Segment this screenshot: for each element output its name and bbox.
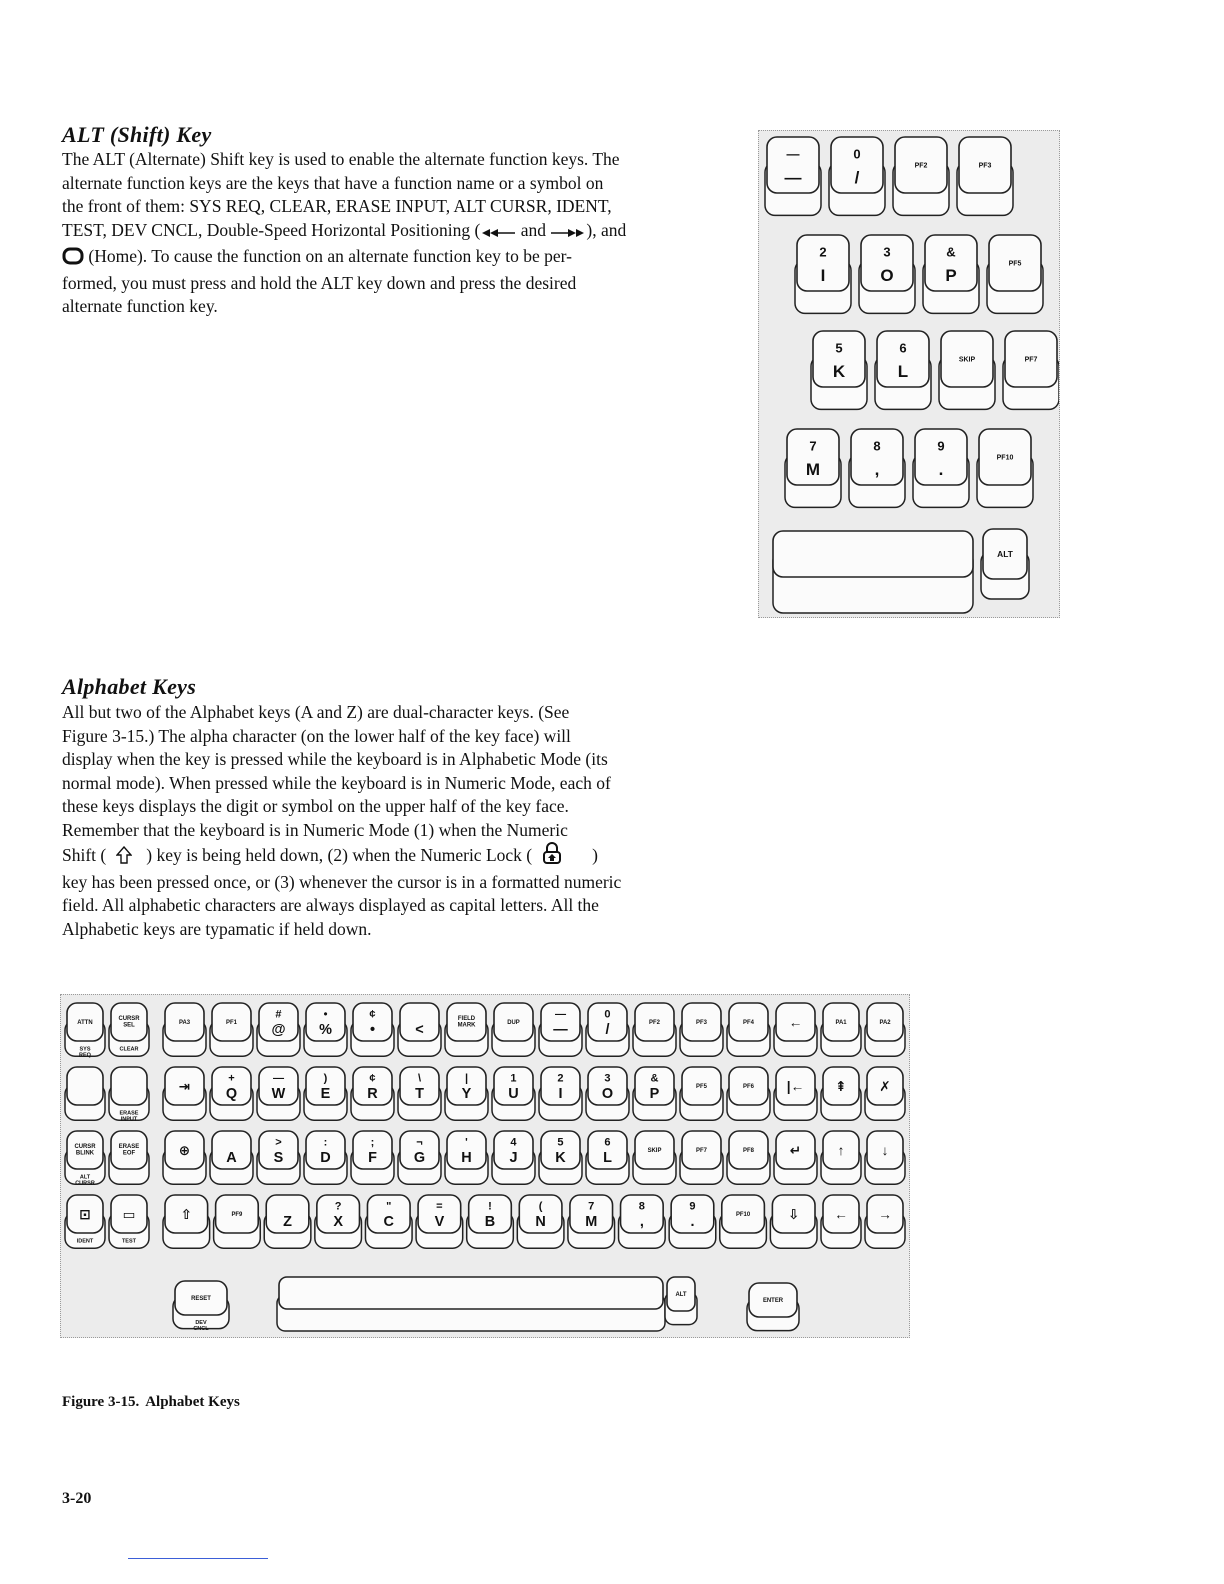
text-line: field. All alphabetic characters are always displayed as capital letters. All the <box>62 895 599 915</box>
key-lower-legend: — <box>553 1022 568 1039</box>
keyboard-key[interactable] <box>821 1131 861 1184</box>
key-lower-legend: F <box>368 1150 377 1167</box>
key-lower-legend: Y <box>461 1086 472 1103</box>
key-front-legend: CLEAR <box>119 1046 139 1053</box>
keyboard-key[interactable] <box>517 1195 564 1248</box>
keyboard-key[interactable] <box>795 235 851 313</box>
keyboard-key[interactable] <box>865 1195 905 1248</box>
keyboard-key[interactable] <box>398 1131 441 1184</box>
keyboard-key[interactable] <box>163 1003 206 1056</box>
key-lower-legend: E <box>320 1086 331 1103</box>
key-upper-legend: 6 <box>604 1136 611 1149</box>
key-lower-legend: . <box>938 459 944 479</box>
key-upper-legend: : <box>323 1136 328 1149</box>
keyboard-key[interactable] <box>109 1131 149 1184</box>
key-label: PF6 <box>743 1084 754 1091</box>
key-label: PF7 <box>1024 356 1038 364</box>
key-upper-legend: ' <box>465 1136 468 1149</box>
keyboard-key[interactable] <box>365 1195 412 1248</box>
key-front-legend: DEV <box>195 1319 207 1326</box>
text-line: Remember that the keyboard is in Numeric Mode (1) when the Numeric <box>62 819 568 840</box>
keyboard-key[interactable] <box>65 1131 105 1186</box>
key-label: PF3 <box>696 1020 707 1027</box>
key-upper-legend: — <box>272 1072 285 1085</box>
keyboard-key[interactable] <box>163 1067 206 1120</box>
keyboard-key[interactable] <box>821 1067 861 1120</box>
key-label: BLINK <box>75 1150 95 1157</box>
keyboard-key[interactable] <box>173 1281 229 1332</box>
keyboard-key[interactable] <box>65 1067 105 1120</box>
key-label: ⊡ <box>79 1206 91 1222</box>
key-front-legend: INPUT <box>120 1116 138 1123</box>
key-front-legend: ALT <box>79 1174 91 1181</box>
key-upper-legend: + <box>228 1072 235 1085</box>
text-fragment: ) <box>592 845 598 865</box>
key-upper-legend: " <box>386 1200 392 1213</box>
key-label: PF2 <box>914 162 928 170</box>
key-label: ← <box>834 1206 848 1222</box>
key-front-legend: SYS <box>79 1046 91 1053</box>
keyboard-key[interactable] <box>811 331 867 409</box>
key-label: ALT <box>997 548 1013 559</box>
keyboard-key[interactable] <box>109 1067 149 1122</box>
key-lower-legend: B <box>484 1214 496 1231</box>
key-label: DUP <box>507 1020 520 1027</box>
key-lower-legend: T <box>415 1086 424 1103</box>
key-upper-legend: # <box>275 1008 282 1021</box>
keyboard-key[interactable] <box>210 1003 253 1056</box>
key-upper-legend: — <box>786 146 800 162</box>
key-upper-legend: ? <box>334 1200 342 1213</box>
key-label: RESET <box>191 1296 211 1303</box>
key-upper-legend: 3 <box>883 244 891 260</box>
keyboard-figure-drawing <box>61 995 909 1337</box>
figure-number: Figure 3-15. <box>62 1394 140 1410</box>
key-label: PA1 <box>835 1020 847 1027</box>
key-label: SKIP <box>647 1148 662 1155</box>
key-lower-legend: V <box>434 1214 445 1231</box>
keyboard-key[interactable] <box>398 1067 441 1120</box>
keyboard-key[interactable] <box>859 235 915 313</box>
keyboard-key[interactable] <box>849 429 905 507</box>
keyboard-key[interactable] <box>163 1131 206 1184</box>
key-front-legend: CURSR <box>75 1180 95 1187</box>
space-bar[interactable] <box>277 1277 665 1331</box>
keyboard-key[interactable] <box>913 429 969 507</box>
keyboard-key[interactable] <box>633 1003 676 1056</box>
keyboard-key[interactable] <box>727 1067 770 1120</box>
key-label: ⇩ <box>787 1206 800 1222</box>
keyboard-key[interactable] <box>665 1277 697 1325</box>
keyboard-key[interactable] <box>875 331 931 409</box>
text-line: alternate function keys are the keys that have a function name or a symbol on <box>62 172 604 193</box>
key-label: ALT <box>675 1292 687 1299</box>
key-upper-legend: | <box>464 1072 469 1085</box>
key-lower-legend: — <box>784 167 802 187</box>
keyboard-key[interactable] <box>214 1195 261 1248</box>
figure-caption <box>62 1394 240 1411</box>
key-upper-legend: ¬ <box>416 1136 423 1149</box>
key-lower-legend: . <box>690 1214 695 1231</box>
figure-label: Alphabet Keys <box>145 1394 240 1410</box>
key-lower-legend: O <box>601 1086 614 1103</box>
key-label: PF5 <box>1008 260 1022 268</box>
keyboard-key[interactable] <box>210 1067 253 1120</box>
key-face <box>773 531 973 577</box>
key-label: FIELD <box>457 1016 476 1023</box>
keyboard-key[interactable] <box>539 1003 582 1056</box>
keyboard-key[interactable] <box>445 1131 488 1184</box>
key-lower-legend: X <box>333 1214 343 1231</box>
keyboard-key[interactable] <box>568 1195 615 1248</box>
keyboard-key[interactable] <box>304 1003 347 1056</box>
text-line: key has been pressed once, or (3) whenever the cursor is in a formatted numeric <box>62 871 622 892</box>
keyboard-key[interactable] <box>865 1131 905 1184</box>
keyboard-key[interactable] <box>586 1131 629 1184</box>
text-line: normal mode). When pressed while the keyboard is in Numeric Mode, each of <box>62 772 611 793</box>
keyboard-key[interactable] <box>445 1003 488 1056</box>
keyboard-key[interactable] <box>65 1003 105 1058</box>
key-lower-legend: I <box>558 1086 563 1103</box>
keyboard-key[interactable] <box>445 1067 488 1120</box>
key-lower-legend: < <box>415 1022 424 1039</box>
keyboard-key[interactable] <box>257 1067 300 1120</box>
key-lower-legend: M <box>805 459 821 479</box>
alt-key-paragraph <box>62 148 626 319</box>
key-label: ▭ <box>122 1206 136 1222</box>
keyboard-key[interactable] <box>939 331 995 409</box>
key-lower-legend: M <box>585 1214 598 1231</box>
alt-key-figure <box>758 130 1060 618</box>
key-upper-legend: • <box>323 1008 328 1021</box>
keyboard-key[interactable] <box>865 1003 905 1056</box>
keyboard-key[interactable] <box>65 1195 105 1248</box>
text-fragment: (Home). To cause the function on an alternate function key to be per- <box>84 246 572 266</box>
key-label: PF10 <box>996 454 1014 462</box>
keyboard-figure <box>60 994 910 1338</box>
key-lower-legend: R <box>367 1086 378 1103</box>
key-label: PF3 <box>978 162 992 170</box>
numeric-shift-icon <box>116 846 132 871</box>
key-upper-legend: ) <box>323 1072 328 1085</box>
keyboard-key[interactable] <box>981 529 1029 599</box>
text-line: Figure 3-15.) The alpha character (on the lower half of the key face) will <box>62 725 571 746</box>
keyboard-key[interactable] <box>257 1003 300 1056</box>
footer-rule <box>128 1558 268 1559</box>
text-line: The ALT (Alternate) Shift key is used to enable the alternate function keys. The <box>62 149 620 169</box>
keyboard-key[interactable] <box>163 1195 210 1248</box>
key-label: ⇞ <box>835 1078 847 1094</box>
key-front-legend: IDENT <box>76 1238 94 1245</box>
key-face <box>67 1067 103 1105</box>
key-lower-legend: N <box>535 1214 546 1231</box>
keyboard-key[interactable] <box>957 137 1013 215</box>
text-fragment: and <box>516 219 551 240</box>
key-lower-legend: C <box>383 1214 394 1231</box>
key-label: SKIP <box>958 356 976 364</box>
key-lower-legend: G <box>413 1150 426 1167</box>
keyboard-key[interactable] <box>774 1131 817 1184</box>
key-label: ⇧ <box>180 1206 193 1222</box>
text-line <box>62 842 621 871</box>
keyboard-key[interactable] <box>619 1195 666 1248</box>
alphabet-keys-heading: Alphabet Keys <box>62 674 197 699</box>
home-key-icon <box>62 247 84 272</box>
key-label: PF1 <box>226 1020 237 1027</box>
key-front-legend: CNCL <box>193 1326 209 1333</box>
alt-key-figure-drawing <box>759 131 1059 617</box>
key-label: PA2 <box>879 1020 891 1027</box>
key-upper-legend: 7 <box>588 1200 595 1213</box>
key-label: PF7 <box>696 1148 707 1155</box>
key-upper-legend: 6 <box>899 340 907 356</box>
key-upper-legend: 2 <box>819 244 827 260</box>
keyboard-key[interactable] <box>351 1003 394 1056</box>
key-label: ERASE <box>118 1144 140 1151</box>
keyboard-key[interactable] <box>109 1003 149 1056</box>
text-line <box>62 245 626 272</box>
key-label: CURSR <box>74 1144 96 1151</box>
key-lower-legend: D <box>320 1150 331 1167</box>
key-upper-legend: ( <box>538 1200 543 1213</box>
key-label: ↑ <box>837 1142 845 1158</box>
keyboard-key[interactable] <box>785 429 841 507</box>
key-upper-legend: 3 <box>604 1072 611 1085</box>
text-line: formed, you must press and hold the ALT key down and press the desired <box>62 272 577 293</box>
text-fragment: ), and <box>586 219 627 240</box>
keyboard-key[interactable] <box>747 1283 799 1331</box>
key-label: ⇥ <box>178 1078 191 1094</box>
key-lower-legend: W <box>271 1086 286 1103</box>
text-line: these keys displays the digit or symbol on the upper half of the key face. <box>62 796 569 816</box>
key-upper-legend: 4 <box>510 1136 517 1149</box>
key-label: |← <box>786 1078 805 1094</box>
keyboard-key[interactable] <box>821 1195 861 1248</box>
key-label: ↵ <box>789 1142 802 1158</box>
key-lower-legend: / <box>854 167 860 187</box>
keyboard-key[interactable] <box>264 1195 311 1248</box>
keyboard-key[interactable] <box>633 1067 676 1120</box>
keyboard-key[interactable] <box>727 1131 770 1184</box>
keyboard-key[interactable] <box>109 1195 149 1248</box>
key-upper-legend: 9 <box>937 438 945 454</box>
text-fragment: Shift ( <box>62 845 107 865</box>
key-lower-legend: S <box>273 1150 284 1167</box>
keyboard-key[interactable] <box>492 1003 535 1056</box>
key-upper-legend: ; <box>370 1136 375 1149</box>
key-lower-legend: P <box>945 265 957 285</box>
keyboard-key[interactable] <box>680 1003 723 1056</box>
key-lower-legend: U <box>508 1086 519 1103</box>
keyboard-key[interactable] <box>351 1067 394 1120</box>
keyboard-key[interactable] <box>821 1003 861 1056</box>
key-label: PF5 <box>696 1084 707 1091</box>
keyboard-key[interactable] <box>539 1067 582 1120</box>
key-front-legend: ERASE <box>119 1110 139 1117</box>
key-upper-legend: 1 <box>510 1072 517 1085</box>
keyboard-key[interactable] <box>770 1195 817 1248</box>
keyboard-key[interactable] <box>416 1195 463 1248</box>
key-upper-legend: ¢ <box>369 1008 376 1021</box>
key-lower-legend: J <box>509 1150 518 1167</box>
key-label: PF2 <box>649 1020 660 1027</box>
keyboard-key[interactable] <box>774 1003 817 1056</box>
keyboard-key[interactable] <box>1003 331 1059 409</box>
keyboard-key[interactable] <box>257 1131 300 1184</box>
keyboard-key[interactable] <box>774 1067 817 1120</box>
key-label: SEL <box>123 1022 135 1029</box>
space-bar[interactable] <box>773 531 973 613</box>
text-line: display when the key is pressed while the keyboard is in Alphabetic Mode (its <box>62 749 608 769</box>
keyboard-key[interactable] <box>923 235 979 313</box>
key-face <box>279 1277 663 1309</box>
keyboard-key[interactable] <box>539 1131 582 1184</box>
key-upper-legend: 7 <box>809 438 817 454</box>
key-lower-legend: Q <box>225 1086 238 1103</box>
keyboard-key[interactable] <box>765 137 821 215</box>
key-label: ↓ <box>881 1142 889 1158</box>
key-upper-legend: \ <box>417 1072 422 1085</box>
keyboard-key[interactable] <box>467 1195 514 1248</box>
key-upper-legend: ! <box>488 1200 492 1213</box>
key-lower-legend: L <box>603 1150 612 1167</box>
key-upper-legend: 5 <box>557 1136 564 1149</box>
key-front-legend: REQ <box>79 1052 91 1059</box>
key-upper-legend: 0 <box>853 146 861 162</box>
key-lower-legend: Z <box>283 1214 292 1231</box>
key-label: MARK <box>457 1022 476 1029</box>
key-label: CURSR <box>118 1016 140 1023</box>
keyboard-key[interactable] <box>633 1131 676 1184</box>
key-face <box>111 1067 147 1105</box>
keyboard-key[interactable] <box>586 1067 629 1120</box>
key-label: PA3 <box>178 1020 191 1027</box>
key-lower-legend: L <box>897 361 909 381</box>
keyboard-key[interactable] <box>987 235 1043 313</box>
text-fragment: ) key is being held down, (2) when the Numeric Lock ( <box>146 845 533 865</box>
text-fragment: TEST, DEV CNCL, Double-Speed Horizontal Positioning ( <box>62 219 481 240</box>
key-upper-legend: 5 <box>835 340 843 356</box>
keyboard-key[interactable] <box>977 429 1033 507</box>
key-label: PF10 <box>735 1212 751 1219</box>
double-right-arrow-icon <box>550 222 586 246</box>
keyboard-key[interactable] <box>680 1067 723 1120</box>
key-lower-legend: K <box>555 1150 566 1167</box>
key-lower-legend: K <box>832 361 846 381</box>
keyboard-key[interactable] <box>727 1003 770 1056</box>
keyboard-key[interactable] <box>304 1067 347 1120</box>
key-label: PF9 <box>231 1212 243 1219</box>
keyboard-key[interactable] <box>398 1003 441 1056</box>
keyboard-key[interactable] <box>586 1003 629 1056</box>
key-lower-legend: A <box>226 1150 237 1167</box>
key-lower-legend: H <box>461 1150 472 1167</box>
key-lower-legend: I <box>820 265 826 285</box>
key-label: EOF <box>122 1150 136 1157</box>
key-upper-legend: > <box>275 1136 282 1149</box>
key-upper-legend: & <box>946 244 956 260</box>
keyboard-key[interactable] <box>829 137 885 215</box>
alt-key-heading: ALT (Shift) Key <box>62 122 212 147</box>
key-lower-legend: O <box>880 265 894 285</box>
numeric-lock-icon <box>542 842 562 871</box>
keyboard-key[interactable] <box>492 1067 535 1120</box>
text-line: All but two of the Alphabet keys (A and Z) are dual-character keys. (See <box>62 702 570 722</box>
key-front-legend: TEST <box>121 1238 137 1245</box>
key-lower-legend: / <box>605 1022 610 1039</box>
key-lower-legend: % <box>319 1022 332 1039</box>
key-label: ← <box>788 1014 803 1030</box>
keyboard-key[interactable] <box>210 1131 253 1184</box>
keyboard-key[interactable] <box>304 1131 347 1184</box>
keyboard-key[interactable] <box>315 1195 362 1248</box>
key-upper-legend: 8 <box>638 1200 645 1213</box>
keyboard-key[interactable] <box>865 1067 905 1120</box>
key-upper-legend: ¢ <box>369 1072 376 1085</box>
key-lower-legend: , <box>874 459 880 479</box>
key-lower-legend: , <box>639 1214 644 1231</box>
key-upper-legend: 0 <box>604 1008 611 1021</box>
text-line: Alphabetic keys are typamatic if held down. <box>62 918 372 939</box>
text-line <box>62 219 626 246</box>
text-line: alternate function key. <box>62 296 218 316</box>
keyboard-key[interactable] <box>669 1195 716 1248</box>
keyboard-key[interactable] <box>893 137 949 215</box>
page-number: 3-20 <box>62 1490 92 1507</box>
key-label: PF8 <box>743 1148 754 1155</box>
text-line: the front of them: SYS REQ, CLEAR, ERASE INPUT, ALT CURSR, IDENT, <box>62 196 612 216</box>
key-label: ✗ <box>879 1078 891 1094</box>
key-upper-legend: — <box>554 1008 567 1021</box>
alphabet-keys-paragraph <box>62 701 621 941</box>
key-upper-legend: = <box>436 1200 443 1213</box>
key-label: → <box>878 1206 892 1222</box>
key-upper-legend: 8 <box>873 438 881 454</box>
key-label: ATTN <box>77 1020 93 1027</box>
keyboard-key[interactable] <box>720 1195 767 1248</box>
keyboard-key[interactable] <box>351 1131 394 1184</box>
key-label: ⊕ <box>178 1142 191 1158</box>
key-upper-legend: & <box>650 1072 659 1085</box>
key-label: ENTER <box>762 1298 784 1305</box>
double-left-arrow-icon <box>480 222 516 246</box>
keyboard-key[interactable] <box>492 1131 535 1184</box>
key-upper-legend: 2 <box>557 1072 564 1085</box>
keyboard-key[interactable] <box>680 1131 723 1184</box>
key-label: PF4 <box>743 1020 754 1027</box>
key-upper-legend: 9 <box>689 1200 696 1213</box>
key-lower-legend: @ <box>271 1022 286 1039</box>
key-lower-legend: P <box>649 1086 660 1103</box>
key-lower-legend: • <box>369 1022 376 1039</box>
